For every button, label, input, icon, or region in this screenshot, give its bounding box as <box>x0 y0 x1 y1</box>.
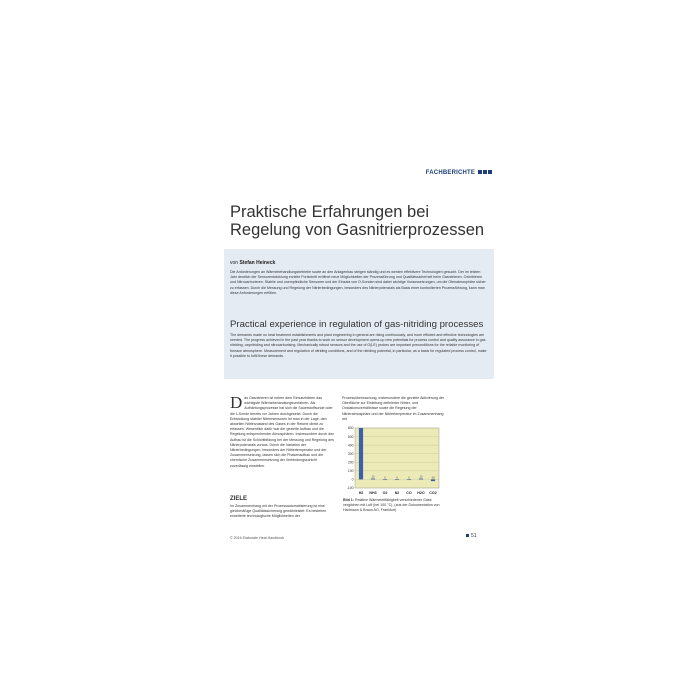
figure-chart <box>343 424 443 498</box>
x-tick-label: CO <box>406 491 412 495</box>
square-icon <box>483 170 487 174</box>
figure-caption-label: Bild 1: <box>343 498 354 502</box>
square-icon <box>478 170 482 174</box>
section-label <box>214 170 492 176</box>
author-name: Stefan Heineck <box>239 260 276 266</box>
abstract-english: The demands made on heat treatment establishments and plant engineering in general are rising continuously, and more efficient and effective technologies are needed. The progress achieved in the past year thanks to work on sensor development opens up new potentials for process control and quality assurance in gas nitriding, oxynitriding and nitrocarburising. Mechanically robust sensors and the use of O(LE) probes are important preconditions for the reliable monitoring of furnace atmosphere. Measurement and regulation of nitriding conditions, and of the nitriding potential, in particular, as a basis for regulated process control, make it possible to fulfil these demands. <box>230 333 487 358</box>
author-prefix: von <box>230 260 239 266</box>
y-tick-label: -100 <box>346 486 354 491</box>
y-tick-label: 500 <box>347 434 354 439</box>
body-column-1-text: as Gasnitrieren ist neben dem Einsatzhärten das wichtigste Wärmebehandlungsverfahren. Als Aufhärtungsprozesse hat sich die Sauerstoffsonde oder die λ-Sonde bereits vor Jahren durchgesetzt. Durch die Entwicklung stabiler Nitriersensoren ist man in der Lage, den aktuellen Nitrierzustand des Gases in der Retorte direkt zu erfassen. Wesentlich dafür war der gezielte Aufbau und die Regelung entsprechender Atmosphären. Insbesondere durch den Aufbau ist die Schichtbildung bei der Messung und Regelung des Nitrierpotenzials voraus. Durch die Variation der Nitrierbedingungen, besonders der Nitriertemperatur und der Zusammensetzung, lassen sich die Phasenaufbau und die chemische Zusammensetzung der Verbindungsschicht zuverlässig einstellen. <box>230 396 335 468</box>
x-tick-label: CO2 <box>429 491 437 495</box>
bar <box>371 479 375 480</box>
body-column-1 <box>230 393 335 469</box>
body-column-2: Prozessüberwachung, insbesondere die gezielte Aktivierung der Oberfläche zur Einleitung definierter Nitrier- und Oxidationsverhältnisse sowie die Regelung der Nitrieratmosphäre und der Nitriertemperatur im Zusammenhang mit <box>342 396 445 421</box>
y-tick-label: 200 <box>347 460 354 465</box>
drop-cap: D <box>230 393 243 412</box>
page-number: 51 <box>471 533 477 539</box>
body-column-1-continued: Im Zusammenhang mit der Prozessautomatisierung ist eine gleichmäßige Qualitätssicherung gewährleistet. Es bestehen erweiterte technologische Möglichkeiten der <box>230 504 327 519</box>
section-label-text: FACHBERICHTE <box>425 170 476 176</box>
x-tick-label: NH3 <box>369 491 377 495</box>
heading-ziele: ZIELE <box>230 496 248 502</box>
bar-value-label: 10 <box>419 475 423 479</box>
x-tick-label: O2 <box>382 491 388 495</box>
y-tick-label: 100 <box>347 469 354 474</box>
bar <box>431 479 435 481</box>
bar-value-label: 0 <box>396 476 398 480</box>
bar <box>359 428 363 479</box>
article-title <box>230 203 490 239</box>
y-tick-label: 600 <box>347 426 354 431</box>
bar-value-label: -20 <box>431 476 435 480</box>
bar-chart <box>343 424 443 498</box>
y-tick-label: 400 <box>347 443 354 448</box>
english-title: Practical experience in regulation of gas-nitriding processes <box>230 319 484 330</box>
bar-value-label: 10 <box>371 475 375 479</box>
bar <box>383 479 387 480</box>
abstract-box <box>224 249 494 379</box>
square-icon <box>466 534 469 537</box>
footer-page-number <box>466 533 477 539</box>
figure-caption-text: Relative Wärmeleitfähigkeit verschiedener Gase verglichen mit Luft (bei 100 °C), (aus der Dokumentation von Hartmann & Braun AG, Frankfurt) <box>343 498 440 513</box>
x-tick-label: N2 <box>394 491 400 495</box>
x-tick-label: H2O <box>417 491 425 495</box>
square-icon <box>488 170 492 174</box>
y-tick-label: 300 <box>347 451 354 456</box>
bar <box>419 479 423 480</box>
y-tick-label: 0 <box>351 477 354 482</box>
bar <box>407 479 411 480</box>
bar-value-label: 0 <box>384 476 386 480</box>
bar-value-label: 0 <box>408 476 410 480</box>
article-title-line1: Praktische Erfahrungen bei <box>230 203 430 221</box>
x-tick-label: H2 <box>358 491 364 495</box>
footer-left: © 2016 Elaborate Heat Handbook <box>230 536 284 540</box>
author <box>230 260 275 266</box>
article-title-line2: Regelung von Gasnitrierprozessen <box>230 221 485 239</box>
abstract-german: Die Anforderungen an Wärmebehandlungsbetriebe sowie an den Anlagenbau steigen ständig und es werden effektivere Technologien gesucht. Der im letzten Jahr deutlich der Sensorentwicklung erzielte Fortschritt eröffnet neue Möglichkeiten der Prozessführung und Qualitätssicherheit beim Gasnitrieren, Oxinitrieren und Nitrocarburieren. Stabile und unempfindliche Sensoren und der Einsatz von O-Sonden sind dabei wichtige Voraussetzungen, um die Ofenatmosphäre sicher zu erfassen. Durch die Messung und Regelung der Nitrierbedingungen, besonders des Nitrierpotenzials als Basis einer kontrollierten Prozessführung, kann man diese Anforderungen erfüllen. <box>230 270 486 295</box>
figure-caption <box>343 498 448 514</box>
bar <box>395 479 399 480</box>
